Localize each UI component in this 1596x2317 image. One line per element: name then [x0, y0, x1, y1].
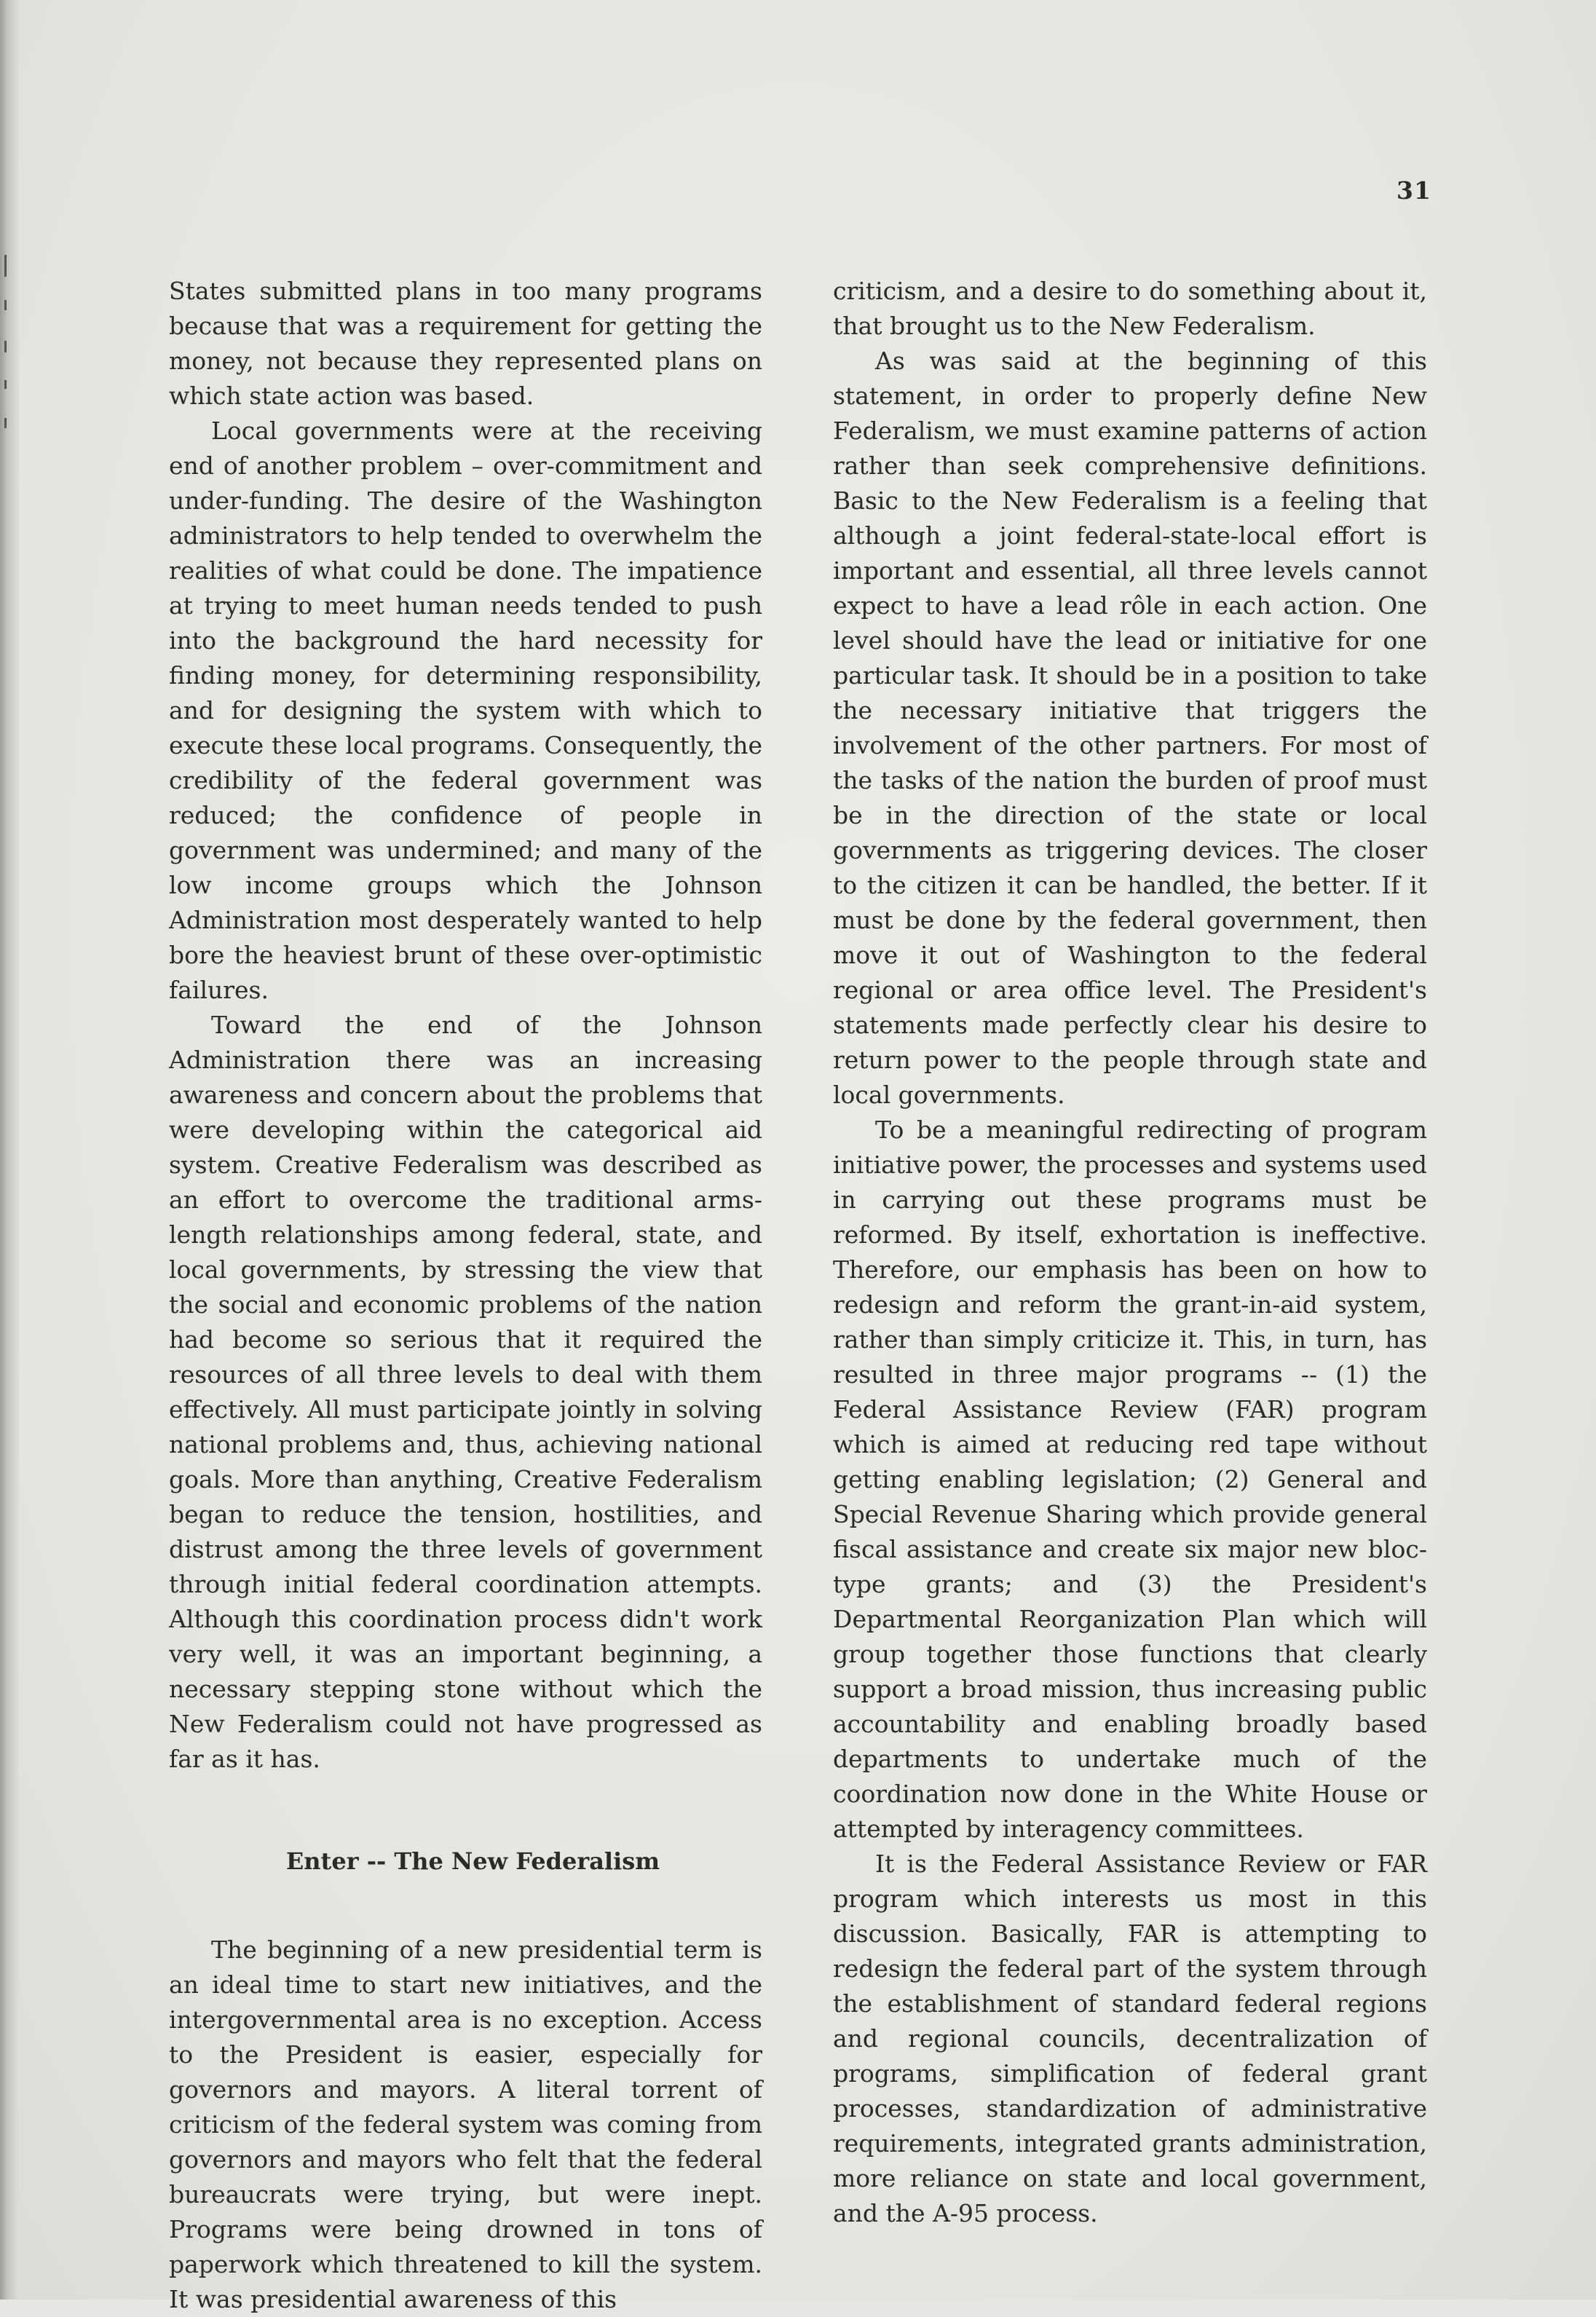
binding-marks — [4, 255, 9, 430]
paragraph: Local governments were at the receiving end of another problem – over-commitment and under-funding. The desire of the Washington administrators to help tended to overwhelm the realities of what could be done. The impatience at trying to meet human needs tended to push into the background the hard necessity for finding money, for determining responsibility, and for designing the system with which to execute these local programs. Consequently, the credibility of the federal government was reduced; the confidence of people in government was undermined; and many of the low income groups which the Johnson Administration most desperately wanted to help bore the heaviest brunt of these over-optimistic failures. — [169, 417, 762, 1004]
right-column — [833, 274, 1427, 2231]
paragraph: To be a meaningful redirecting of program initiative power, the processes and systems used in carrying out these programs must be reformed. By itself, exhortation is ineffective. Therefore, our emphasis has been on how to redesign and reform the grant-in-aid system, rather than simply criticize it. This, in turn, has resulted in three major programs -- (1) the Federal Assistance Review (FAR) program which is aimed at reducing red tape without getting enabling legislation; (2) General and Special Revenue Sharing which provide general fiscal assistance and create six major new bloc-type grants; and (3) the President's Departmental Reorganization Plan which will group together those functions that clearly support a broad mission, thus increasing public accountability and enabling broadly based departments to undertake much of the coordination now done in the White House or attempted by interagency committees. — [833, 1116, 1427, 1843]
left-column — [169, 274, 762, 2317]
paragraph: States submitted plans in too many programs because that was a requirement for getting the money, not because they represented plans on which state action was based. — [169, 277, 762, 410]
binding-edge — [0, 0, 19, 2300]
paragraph: As was said at the beginning of this statement, in order to properly define New Federalism, we must examine patterns of action rather than seek comprehensive definitions. Basic to the New Federalism is a feeling that although a joint federal-state-local effort is important and essential, all three levels cannot expect to have a lead rôle in each action. One level should have the lead or initiative for one particular task. It should be in a position to take the necessary initiative that triggers the involvement of the other partners. For most of the tasks of the nation the burden of proof must be in the direction of the state or local governments as triggering devices. The closer to the citizen it can be handled, the better. If it must be done by the federal government, then move it out of Washington to the federal regional or area office level. The President's statements made perfectly clear his desire to return power to the people through state and local governments. — [833, 347, 1427, 1109]
paragraph: criticism, and a desire to do something about it, that brought us to the New Federalism. — [833, 277, 1427, 340]
paragraph: The beginning of a new presidential term is an ideal time to start new initiatives, and the intergovernmental area is no exception. Access to the President is easier, especially for governors and mayors. A literal torrent of criticism of the federal system was coming from governors and mayors who felt that the federal bureaucrats were trying, but were inept. Programs were being drowned in tons of paperwork which threatened to kill the system. It was presidential awareness of this — [169, 1935, 762, 2313]
section-heading: Enter -- The New Federalism — [285, 1847, 660, 1875]
paragraph: It is the Federal Assistance Review or FAR program which interests us most in this discussion. Basically, FAR is attempting to redesign the federal part of the system through the establishment of standard federal regions and regional councils, decentralization of programs, simplification of federal grant processes, standardization of administrative requirements, integrated grants administration, more reliance on state and local government, and the A-95 process. — [833, 1850, 1427, 2227]
paragraph: Toward the end of the Johnson Administration there was an increasing awareness and concern about the problems that were developing within the categorical aid system. Creative Federalism was described as an effort to overcome the traditional arms-length relationships among federal, state, and local governments, by stressing the view that the social and economic problems of the nation had become so serious that it required the resources of all three levels to deal with them effectively. All must participate jointly in solving national problems and, thus, achieving national goals. More than anything, Creative Federalism began to reduce the tension, hostilities, and distrust among the three levels of government through initial federal coordination attempts. Although this coordination process didn't work very well, it was an important beginning, a necessary stepping stone without which the New Federalism could not have progressed as far as it has. — [169, 1011, 762, 1773]
page-number: 31 — [1396, 176, 1431, 205]
